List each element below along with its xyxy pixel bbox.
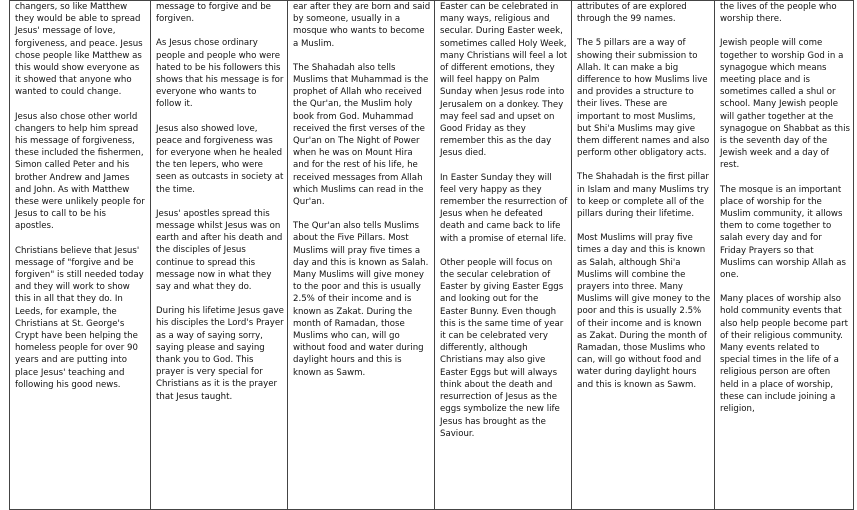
- paragraph: The Shahadah is the first pillar in Islam and many Muslims try to keep or complete all of the pillars during their lifetime.: [577, 172, 709, 220]
- paragraph: Jewish people will come together to worship God in a synagogue which means meeting place and is sometimes called a shul or school. Many Jewish people will gather together at the synagogue on Shabbat as this is the seventh day of the Jewish week and a day of rest.: [720, 38, 850, 171]
- text-table: [9, 0, 854, 510]
- column-4: [435, 1, 572, 510]
- paragraph: During his lifetime Jesus gave his disciples the Lord's Prayer as a way of saying sorry, saying please and saying thank you to God. This prayer is very special for Christians as it is the prayer that Jesus taught.: [156, 306, 284, 402]
- paragraph: In Easter Sunday they will feel very happy as they remember the resurrection of Jesus when he defeated death and came back to life with a promise of eternal life.: [440, 172, 568, 244]
- paragraph: The Qur'an also tells Muslims about the Five Pillars. Most Muslims will pray five times a day and this is known as Salah. Many Muslims will give money to the poor and this is usually 2.5% of their income and is known as Zakat. During the month of Ramadan, those Muslims who can, will go without food and water during daylight hours and this is known as Sawm.: [293, 221, 429, 378]
- paragraph: Many places of worship also hold community events that also help people become part of their religious community. Many events related to special times in the life of a religious person are often held in a place of worship, these can include joining a religion,: [720, 294, 849, 415]
- column-2: [151, 1, 288, 510]
- paragraph: Jesus' apostles spread this message whilst Jesus was on earth and after his death and the disciples of Jesus continue to spread this message now in what they say and what they do.: [156, 208, 283, 293]
- paragraph: The 5 pillars are a way of showing their submission to Allah. It can make a big difference to how Muslims live and provides a structure to their lives. These are important to most Muslims, but Shi'a Muslims may give them different names and also perform other obligatory acts.: [577, 38, 710, 159]
- table-row: [10, 1, 854, 510]
- paragraph: attributes of are explored through the 99 names.: [577, 2, 687, 25]
- paragraph: Most Muslims will pray five times a day and this is known as Salah, although Shi'a Muslims will combine the prayers into three. Many Muslims will give money to the poor and this is usually 2.5% of their income and is known as Zakat. During the month of Ramadan, those Muslims who can, will go without food and water during daylight hours and this is known as Sawm.: [577, 233, 711, 390]
- paragraph: changers, so like Matthew they would be able to spread Jesus' message of love, forgiveness, and peace. Jesus chose people like Matthew as this would show everyone as it showed that anyone who wanted to could change.: [15, 2, 143, 98]
- paragraph: Christians believe that Jesus' message of "forgive and be forgiven" is still needed today and they will work to show this in all that they do. In Leeds, for example, the Christians at St. George's Crypt have been helping the homeless people for over 90 years and are putting into place Jesus' teaching and following his good news.: [15, 245, 144, 390]
- paragraph: message to forgive and be forgiven.: [156, 2, 271, 25]
- column-1: [10, 1, 151, 510]
- paragraph: the lives of the people who worship there.: [720, 2, 837, 25]
- paragraph: The Shahadah also tells Muslims that Muhammad is the prophet of Allah who received the Qur'an, the Muslim holy book from God. Muhammad received the first verses of the Qur'an on The Night of Power when he was on Mount Hira and for the rest of his life, he received messages from Allah which Muslims can read in the Qur'an.: [293, 62, 429, 208]
- paragraph: As Jesus chose ordinary people and people who were hated to be his followers this shows that his message is for everyone who wants to follow it.: [156, 38, 284, 110]
- paragraph: ear after they are born and said by someone, usually in a mosque who wants to become a Muslim.: [293, 2, 431, 49]
- column-6: [715, 1, 854, 510]
- paragraph: The mosque is an important place of worship for the Muslim community, it allows them to come together to salah every day and for Friday Prayers so that Muslims can worship Allah as one.: [720, 184, 847, 281]
- paragraph: Jesus also chose other world changers to help him spread his message of forgiveness, these included the fishermen, Simon called Peter and his brother Andrew and James and John. As with Matthew these were unlikely people for Jesus to call to be his apostles.: [15, 111, 145, 232]
- column-3: [288, 1, 435, 510]
- paragraph: Jesus also showed love, peace and forgiveness was for everyone when he healed the ten lepers, who were seen as outcasts in society at the time.: [156, 123, 284, 195]
- paragraph: Easter can be celebrated in many ways, religious and secular. During Easter week, sometimes called Holy Week, many Christians will feel a lot of different emotions, they will feel happy on Palm Sunday when Jesus rode into Jerusalem on a donkey. They may feel sad and upset on Good Friday as they remember this as the day Jesus died.: [440, 2, 568, 159]
- column-5: [572, 1, 715, 510]
- paragraph: Other people will focus on the secular celebration of Easter by giving Easter Eggs and looking out for the Easter Bunny. Even though this is the same time of year it can be celebrated very differently, although Christians may also give Easter Eggs but will always think about the death and resurrection of Jesus as the eggs symbolize the new life Jesus has brought as the Saviour.: [440, 257, 564, 439]
